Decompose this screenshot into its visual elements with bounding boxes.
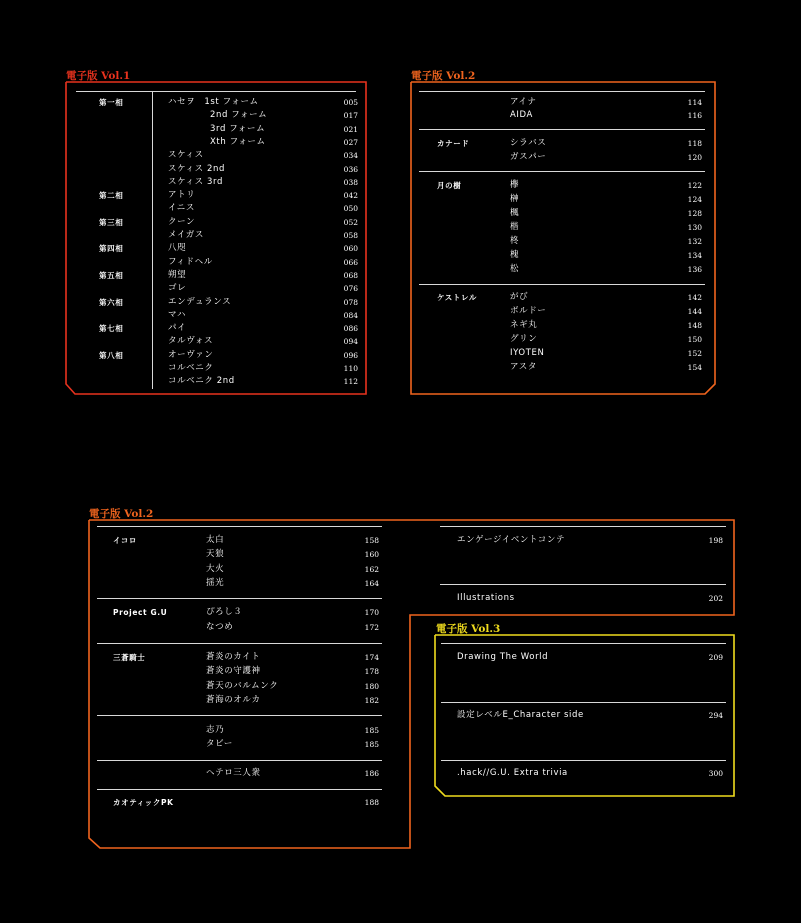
page-number: 036 <box>343 165 358 174</box>
page-number: 154 <box>687 363 702 372</box>
entry-label: アトリ <box>168 190 196 200</box>
page-number: 027 <box>343 138 358 147</box>
entry-label: オーヴァン <box>168 350 214 360</box>
entry-label: スケィス 3rd <box>168 177 223 187</box>
entry-label: コルベニク <box>168 363 214 373</box>
page-number: 112 <box>343 377 358 386</box>
entry-label: 志乃 <box>206 725 225 735</box>
page-number: 142 <box>687 293 702 302</box>
entry-label: 松 <box>510 264 520 274</box>
divider <box>97 760 382 761</box>
entry-label: 槐 <box>510 250 520 260</box>
page-number: 076 <box>343 284 358 293</box>
page-number: 128 <box>687 209 702 218</box>
entry-label: タルヴォス <box>168 336 214 346</box>
group-label: カナード <box>437 139 470 148</box>
group-label: 第二相 <box>99 191 124 200</box>
group-label: 第三相 <box>99 218 124 227</box>
page-number: 198 <box>708 536 723 545</box>
page-number: 294 <box>708 711 723 720</box>
entry-label: Xth フォーム <box>210 137 266 147</box>
page-number: 042 <box>343 191 358 200</box>
entry-label: メイガス <box>168 230 204 240</box>
divider <box>441 760 726 761</box>
page-number: 120 <box>687 153 702 162</box>
section3-frame <box>89 520 734 848</box>
entry-label: コルベニク 2nd <box>168 376 235 386</box>
page-number: 160 <box>364 550 379 559</box>
page-number: 185 <box>364 726 379 735</box>
page-number: 150 <box>687 335 702 344</box>
entry-label: IYOTEN <box>510 348 545 358</box>
entry-label: ぴろし３ <box>206 607 243 617</box>
entry-label: パイ <box>168 323 187 333</box>
group-label: ケストレル <box>437 293 478 302</box>
divider <box>419 91 705 92</box>
page-number: 114 <box>687 98 702 107</box>
divider <box>97 643 382 644</box>
page-number: 178 <box>364 667 379 676</box>
entry-label: スケィス 2nd <box>168 164 226 174</box>
divider <box>419 284 705 285</box>
page-number: 060 <box>343 244 358 253</box>
page-number: 017 <box>343 111 358 120</box>
divider <box>97 789 382 790</box>
group-label: 第八相 <box>99 351 124 360</box>
entry-label: アイナ <box>510 97 537 107</box>
entry-label: イニス <box>168 203 195 213</box>
divider <box>97 715 382 716</box>
page-number: 202 <box>708 594 723 603</box>
page-number: 174 <box>364 653 379 662</box>
entry-label: ネギ丸 <box>510 320 538 330</box>
page-number: 130 <box>687 223 702 232</box>
entry-label: 蒼天のバルムンク <box>206 681 279 691</box>
entry-label: アスタ <box>510 362 537 372</box>
entry-label: 3rd フォーム <box>210 124 266 134</box>
page-number: 186 <box>364 769 379 778</box>
entry-label: 欅 <box>510 180 520 190</box>
entry-label: 揺光 <box>206 578 225 588</box>
group-label: 第六相 <box>99 298 124 307</box>
group-label: イコロ <box>113 536 137 545</box>
page-number: 068 <box>343 271 358 280</box>
page-number: 021 <box>343 125 358 134</box>
entry-label: ガスパー <box>510 152 547 162</box>
entry-label: 楷 <box>510 222 520 232</box>
page-number: 084 <box>343 311 358 320</box>
page-number: 180 <box>364 682 379 691</box>
entry-label: .hack//G.U. Extra trivia <box>457 768 568 778</box>
page-number: 005 <box>343 98 358 107</box>
page-number: 118 <box>687 139 702 148</box>
divider <box>440 526 726 527</box>
page-number: 116 <box>687 111 702 120</box>
page-number: 094 <box>343 337 358 346</box>
entry-label: クーン <box>168 217 196 227</box>
divider <box>441 702 726 703</box>
divider <box>97 598 382 599</box>
entry-label: フィドヘル <box>168 257 213 267</box>
entry-label: エンゲージイベントコンテ <box>457 535 566 545</box>
page-number: 034 <box>343 151 358 160</box>
entry-label: グリン <box>510 334 538 344</box>
group-label: 第四相 <box>99 244 124 253</box>
page-number: 164 <box>364 579 379 588</box>
entry-label: 楓 <box>510 208 520 218</box>
divider <box>97 526 382 527</box>
entry-label: なつめ <box>206 622 234 632</box>
entry-label: ゴレ <box>168 283 187 293</box>
section2-title: 電子版 Vol.2 <box>411 70 476 82</box>
page-number: 162 <box>364 565 379 574</box>
entry-label: 2nd フォーム <box>210 110 268 120</box>
section4-title: 電子版 Vol.3 <box>436 623 501 635</box>
entry-label: Illustrations <box>457 593 515 603</box>
group-label: 第五相 <box>99 271 124 280</box>
page-number: 148 <box>687 321 702 330</box>
page-number: 078 <box>343 298 358 307</box>
entry-label: 蒼炎の守護神 <box>206 666 261 676</box>
page-number: 096 <box>343 351 358 360</box>
page-number: 152 <box>687 349 702 358</box>
group-label: カオティックPK <box>113 798 174 807</box>
page-number: 086 <box>343 324 358 333</box>
entry-label: 朔望 <box>168 270 187 280</box>
divider <box>76 91 356 92</box>
entry-label: 大火 <box>206 564 225 574</box>
page-number: 300 <box>708 769 723 778</box>
entry-label: 天狼 <box>206 549 225 559</box>
entry-label: AIDA <box>510 110 533 120</box>
entry-label: 柊 <box>510 236 520 246</box>
entry-label: シラバス <box>510 138 547 148</box>
entry-label: Drawing The World <box>457 652 549 662</box>
entry-label: エンデュランス <box>168 297 232 307</box>
entry-label: 榊 <box>510 194 520 204</box>
entry-label: 蒼炎のカイト <box>206 652 261 662</box>
group-label: 三蒼騎士 <box>113 653 146 662</box>
entry-label: ボルドー <box>510 306 547 316</box>
group-label: 第七相 <box>99 324 124 333</box>
divider <box>441 643 726 644</box>
entry-label: がび <box>510 292 529 302</box>
entry-label: ヘテロ三人衆 <box>206 768 261 778</box>
page-number: 209 <box>708 653 723 662</box>
group-label: 月の樹 <box>437 181 462 190</box>
page-number: 038 <box>343 178 358 187</box>
page-number: 124 <box>687 195 702 204</box>
page-number: 144 <box>687 307 702 316</box>
page-number: 134 <box>687 251 702 260</box>
page-number: 172 <box>364 623 379 632</box>
entry-label: 設定レベルE_Character side <box>457 710 584 720</box>
section3-title: 電子版 Vol.2 <box>89 508 154 520</box>
page-number: 132 <box>687 237 702 246</box>
entry-label: ハセヲ 1st フォーム <box>168 97 259 107</box>
column-divider <box>152 91 153 389</box>
page-number: 052 <box>343 218 358 227</box>
divider <box>440 584 726 585</box>
entry-label: 八咫 <box>168 243 187 253</box>
page-number: 182 <box>364 696 379 705</box>
page-number: 158 <box>364 536 379 545</box>
page-number: 188 <box>364 798 379 807</box>
entry-label: マハ <box>168 310 187 320</box>
page-number: 122 <box>687 181 702 190</box>
entry-label: 蒼海のオルカ <box>206 695 261 705</box>
entry-label: 太白 <box>206 535 225 545</box>
entry-label: タビー <box>206 739 233 749</box>
section1-title: 電子版 Vol.1 <box>66 70 131 82</box>
page-number: 185 <box>364 740 379 749</box>
page-number: 136 <box>687 265 702 274</box>
page-number: 050 <box>343 204 358 213</box>
group-label: Project G.U <box>113 608 168 617</box>
page-number: 110 <box>343 364 358 373</box>
divider <box>419 171 705 172</box>
page-number: 066 <box>343 258 358 267</box>
entry-label: スケィス <box>168 150 204 160</box>
divider <box>419 129 705 130</box>
group-label: 第一相 <box>99 98 124 107</box>
page-number: 058 <box>343 231 358 240</box>
page-number: 170 <box>364 608 379 617</box>
